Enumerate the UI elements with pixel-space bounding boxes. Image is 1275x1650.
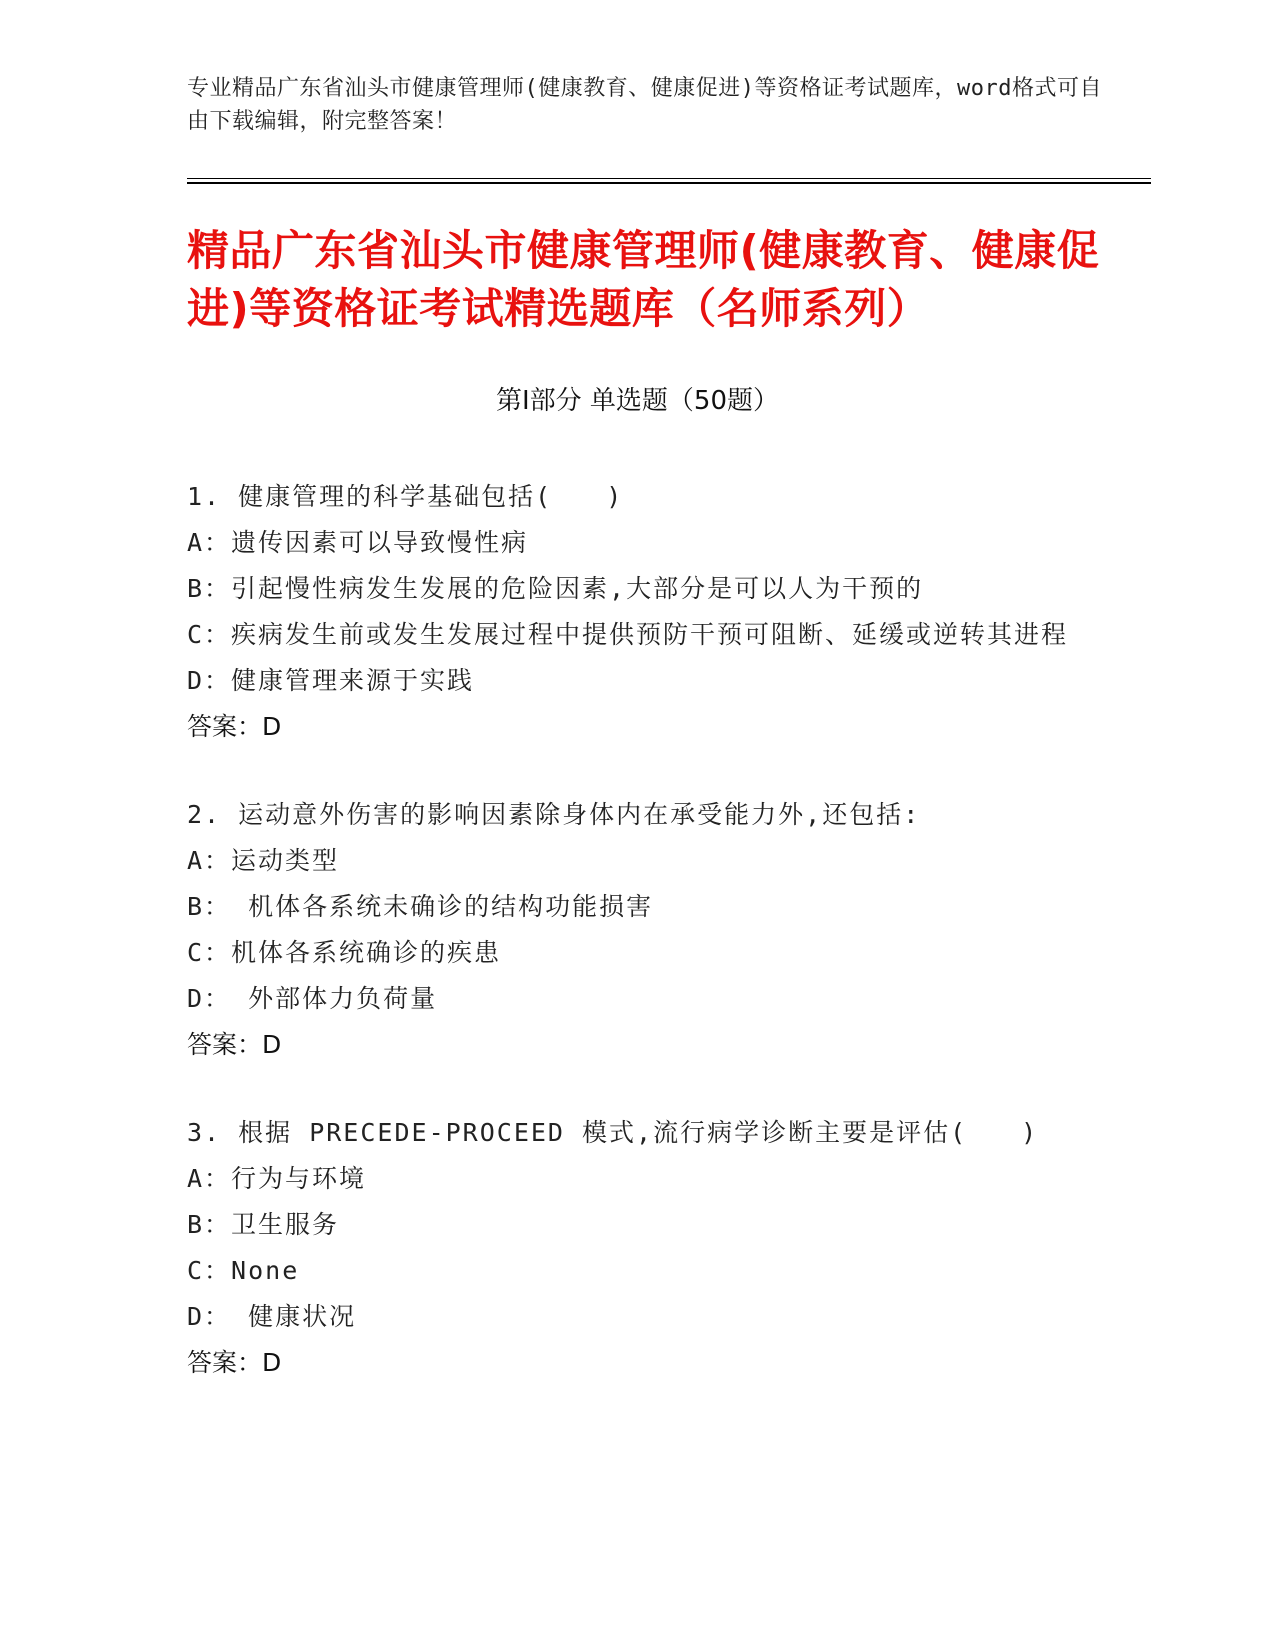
option-b: B：引起慢性病发生发展的危险因素,大部分是可以人为干预的 [187, 574, 924, 603]
question-2 [187, 792, 1087, 1068]
option-b: B： 机体各系统未确诊的结构功能损害 [187, 892, 654, 921]
answer-label: 答案：D [187, 1348, 282, 1377]
question-list [187, 474, 1087, 1428]
question-stem: 1. 健康管理的科学基础包括( ) [187, 482, 624, 511]
option-d: D：健康管理来源于实践 [187, 666, 475, 695]
question-stem: 2. 运动意外伤害的影响因素除身体内在承受能力外,还包括: [187, 800, 921, 829]
option-a: A：行为与环境 [187, 1164, 367, 1193]
option-c: C：机体各系统确诊的疾患 [187, 938, 502, 967]
option-b: B：卫生服务 [187, 1210, 340, 1239]
question-1 [187, 474, 1087, 750]
option-c: C：疾病发生前或发生发展过程中提供预防干预可阻断、延缓或逆转其进程 [187, 620, 1069, 649]
answer-label: 答案：D [187, 712, 282, 741]
answer-label: 答案：D [187, 1030, 282, 1059]
header-rule-thin [187, 178, 1151, 179]
question-3 [187, 1110, 1087, 1386]
question-stem: 3. 根据 PRECEDE-PROCEED 模式,流行病学诊断主要是评估( ) [187, 1118, 1039, 1147]
option-a: A：遗传因素可以导致慢性病 [187, 528, 529, 557]
section-heading: 第Ⅰ部分 单选题（50题） [495, 386, 780, 416]
document-title: 精品广东省汕头市健康管理师(健康教育、健康促进)等资格证考试精选题库（名师系列） [187, 226, 1100, 333]
option-c: C：None [187, 1256, 300, 1285]
option-d: D： 健康状况 [187, 1302, 357, 1331]
option-a: A：运动类型 [187, 846, 340, 875]
option-d: D： 外部体力负荷量 [187, 984, 438, 1013]
header-note: 专业精品广东省汕头市健康管理师(健康教育、健康促进)等资格证考试题库，word格式可自由下载编辑，附完整答案！ [187, 76, 1102, 134]
header-rule-thick [187, 182, 1151, 184]
